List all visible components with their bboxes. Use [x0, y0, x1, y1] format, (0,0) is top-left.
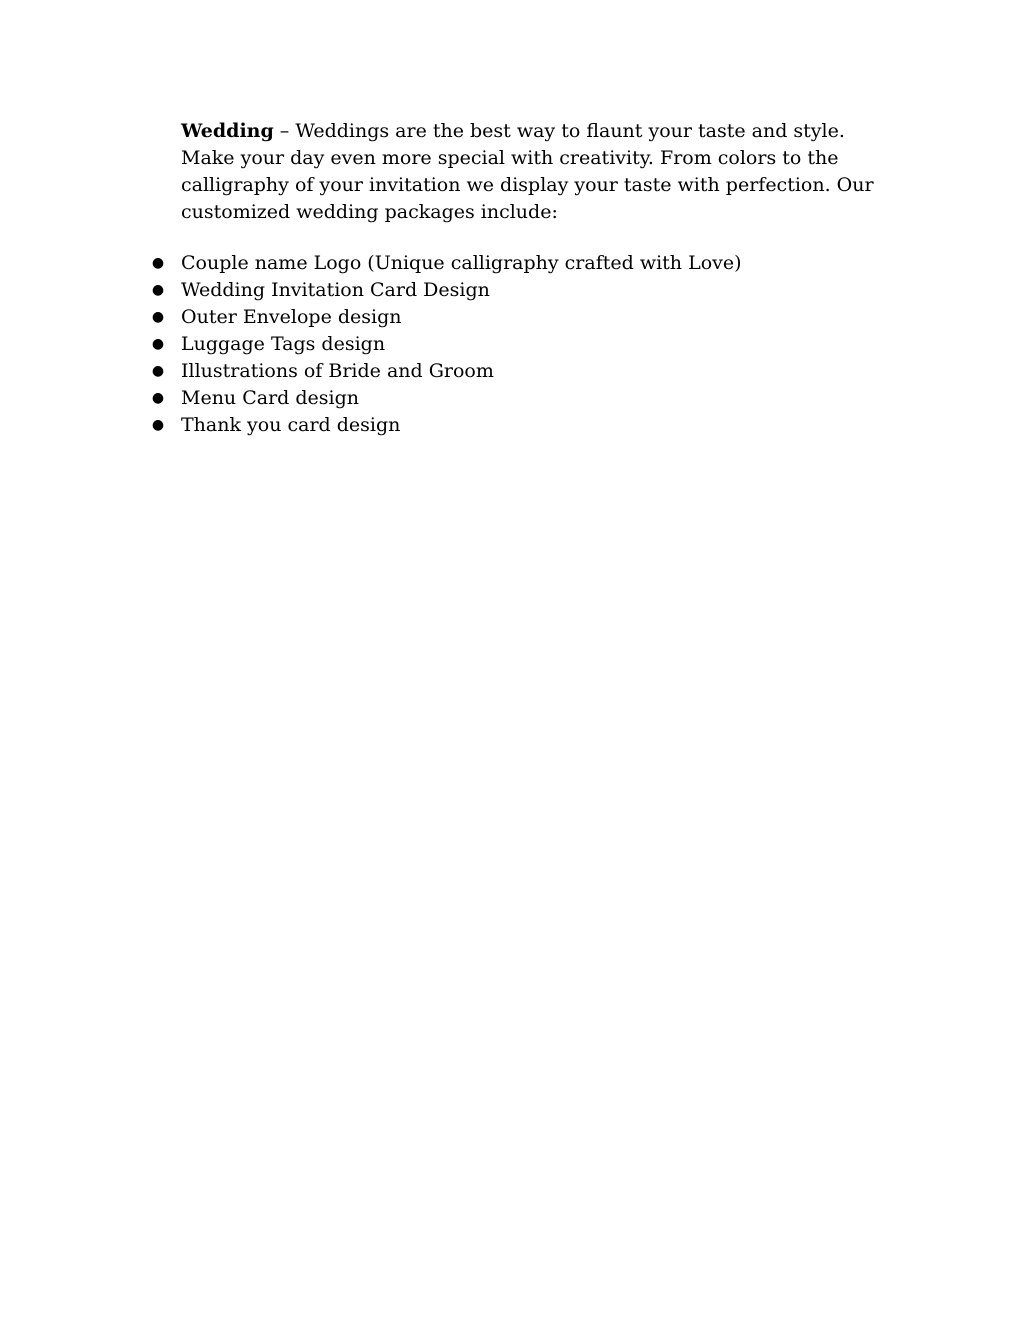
list-item-label: Wedding Invitation Card Design [181, 279, 490, 301]
intro-paragraph [181, 118, 901, 226]
list-item-label: Luggage Tags design [181, 333, 386, 355]
bullet-icon: ● [151, 282, 165, 298]
list-item-label: Illustrations of Bride and Groom [181, 360, 494, 382]
list-item-label: Couple name Logo (Unique calligraphy crafted with Love) [181, 252, 742, 274]
package-list [151, 250, 742, 439]
bullet-icon: ● [151, 417, 165, 433]
bullet-icon: ● [151, 363, 165, 379]
bullet-icon: ● [151, 255, 165, 271]
intro-lead: Wedding [181, 120, 274, 142]
list-item [151, 412, 742, 439]
list-item [151, 250, 742, 277]
list-item [151, 277, 742, 304]
list-item [151, 331, 742, 358]
list-item [151, 358, 742, 385]
list-item-label: Thank you card design [181, 414, 401, 436]
list-item-label: Menu Card design [181, 387, 359, 409]
list-item [151, 304, 742, 331]
list-item-label: Outer Envelope design [181, 306, 402, 328]
intro-text: – Weddings are the best way to flaunt your taste and style. Make your day even more special with creativity. From colors to the calligraphy of your invitation we display your taste with perfection. Our customized wedding packages include: [181, 120, 874, 223]
bullet-icon: ● [151, 309, 165, 325]
bullet-icon: ● [151, 336, 165, 352]
bullet-icon: ● [151, 390, 165, 406]
list-item [151, 385, 742, 412]
